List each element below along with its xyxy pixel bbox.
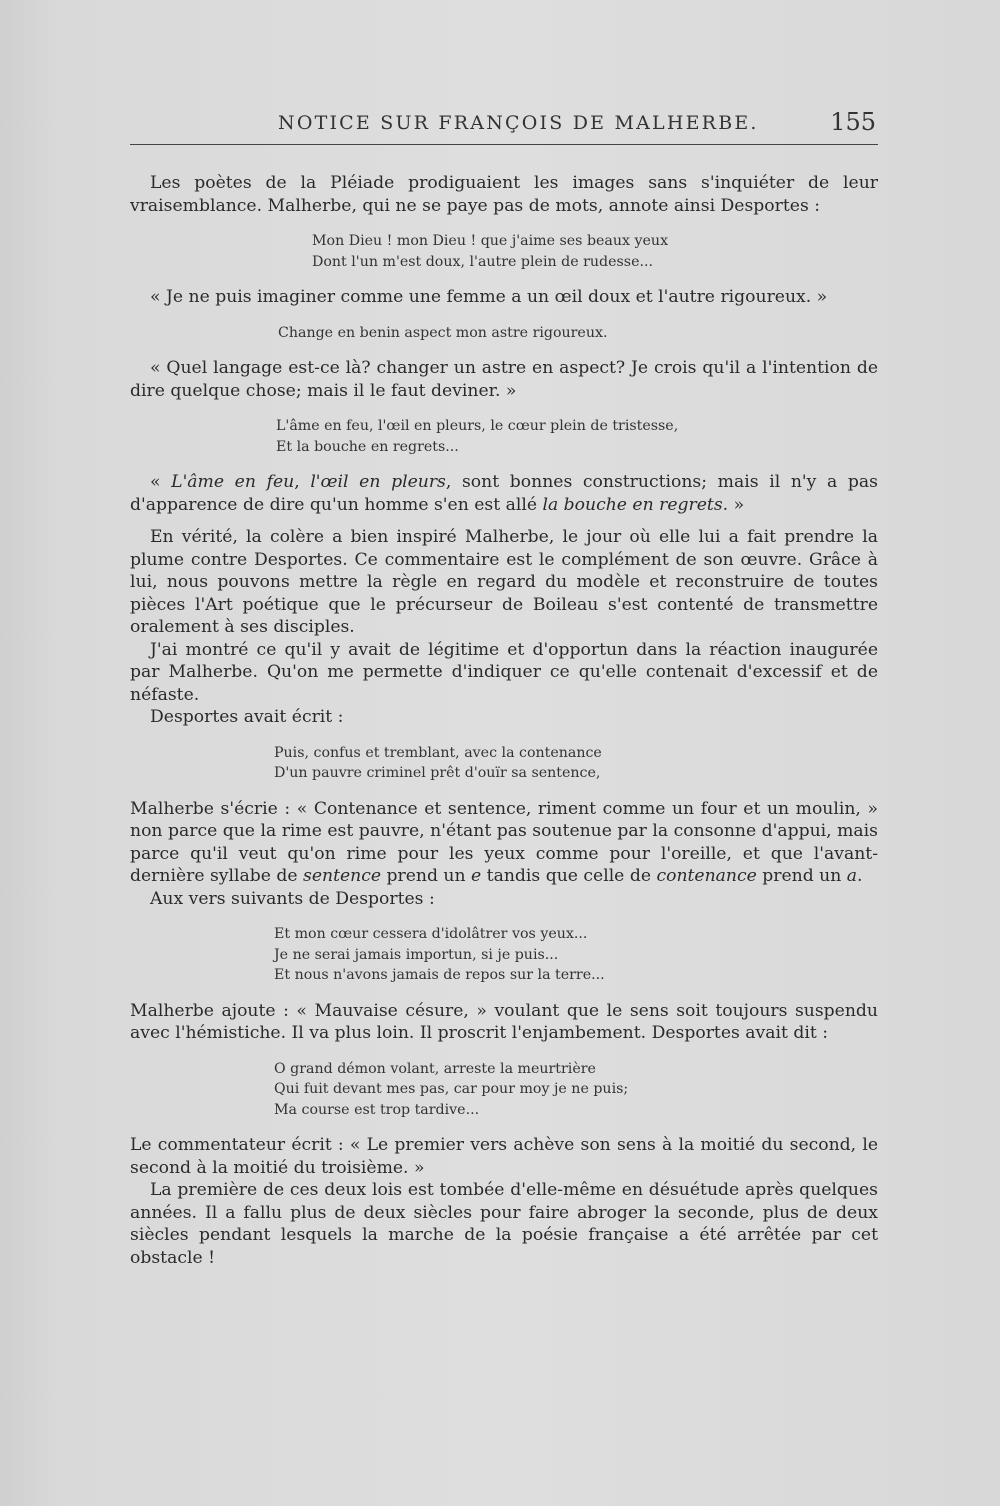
verse-quote-1	[312, 231, 878, 272]
paragraph-3: « Quel langage est-ce là? changer un astre en aspect? Je crois qu'il a l'intention de dire quelque chose; mais il le faut deviner. »	[130, 358, 878, 401]
page-body	[130, 172, 878, 1269]
italic-run: a	[846, 866, 858, 886]
page-header	[130, 108, 878, 145]
verse-line: L'âme en feu, l'œil en pleurs, le cœur plein de tristesse,	[276, 418, 679, 434]
verse-quote-6	[274, 1059, 878, 1121]
verse-line: Je ne serai jamais importun, si je puis...	[274, 946, 559, 963]
paragraph-4	[130, 471, 878, 516]
text-run: ,	[294, 472, 311, 492]
paragraph-12: La première de ces deux lois est tombée d'elle-même en désuétude après quelques années. Il a fallu plus de deux siècles pour faire abroger la seconde, plus de deux siècles pendant lesquels la marche de la poésie française a été arrêtée par cet obstacle !	[130, 1180, 878, 1268]
italic-run: la bouche en regrets	[542, 494, 723, 515]
text-run: .	[857, 866, 863, 886]
verse-line: D'un pauvre criminel prêt d'ouïr sa sentence,	[274, 765, 601, 781]
verse-line: O grand démon volant, arreste la meurtrière	[274, 1060, 596, 1077]
text-run: «	[150, 472, 172, 492]
paragraph-5: En vérité, la colère a bien inspiré Malherbe, le jour où elle lui a fait prendre la plume contre Desportes. Ce commentaire est le complément de son œuvre. Grâce à lui, nous pouvons mettre la règle en regard du modèle et reconstruire de toutes pièces l'Art poétique que le précurseur de Boileau s'est contenté de transmettre oralement à ses disciples.	[130, 527, 878, 637]
verse-line: Puis, confus et tremblant, avec la contenance	[274, 744, 602, 761]
verse-line: Et la bouche en regrets...	[276, 438, 459, 455]
paragraph-11: Le commentateur écrit : « Le premier vers achève son sens à la moitié du second, le second à la moitié du troisième. »	[130, 1135, 878, 1178]
verse-quote-2	[278, 323, 878, 344]
text-run: tandis que celle de	[481, 866, 657, 886]
italic-run: L'âme en feu	[171, 472, 295, 492]
verse-line: Mon Dieu ! mon Dieu ! que j'aime ses beaux yeux	[312, 233, 669, 249]
italic-run: e	[471, 866, 482, 886]
verse-line: Dont l'un m'est doux, l'autre plein de rudesse...	[312, 253, 654, 270]
verse-line: Change en benin aspect mon astre rigoureux.	[278, 324, 608, 341]
text-run: . »	[722, 494, 745, 515]
verse-quote-4	[274, 743, 878, 784]
paragraph-10: Malherbe ajoute : « Mauvaise césure, » voulant que le sens soit toujours suspendu avec l'hémistiche. Il va plus loin. Il proscrit l'enjambement. Desportes avait dit :	[130, 1000, 878, 1043]
verse-line: Qui fuit devant mes pas, car pour moy je ne puis;	[274, 1081, 629, 1097]
paragraph-8	[130, 798, 878, 888]
verse-line: Ma course est trop tardive...	[274, 1101, 480, 1118]
text-run: prend un	[381, 866, 472, 886]
paragraph-9: Aux vers suivants de Desportes :	[150, 888, 435, 909]
running-title: NOTICE SUR FRANÇOIS DE MALHERBE.	[278, 112, 759, 134]
italic-run: l'œil en pleurs	[310, 472, 446, 492]
verse-line: Et nous n'avons jamais de repos sur la terre...	[274, 967, 605, 983]
italic-run: sentence	[303, 866, 382, 886]
italic-run: contenance	[656, 866, 757, 886]
text-run: Malherbe s'écrie : « Contenance et sentence, riment comme un four et un moulin, » non parce que la rime est pauvre, n'étant pas soutenue par la consonne d'appui, mais parce qu'il veut qu'on rime pour les yeux comme pour l'oreille, et que l'avant-dernière syllabe de	[130, 798, 878, 886]
paragraph-7: Desportes avait écrit :	[150, 707, 344, 727]
verse-quote-5	[274, 924, 878, 986]
paragraph-1: Les poètes de la Pléiade prodiguaient les images sans s'inquiéter de leur vraisemblance. Malherbe, qui ne se paye pas de mots, annote ainsi Desportes :	[130, 173, 878, 216]
text-run: prend un	[756, 866, 847, 886]
paragraph-2: « Je ne puis imaginer comme une femme a un œil doux et l'autre rigoureux. »	[150, 287, 828, 307]
verse-quote-3	[276, 416, 878, 457]
paragraph-6: J'ai montré ce qu'il y avait de légitime et d'opportun dans la réaction inaugurée par Malherbe. Qu'on me permette d'indiquer ce qu'elle contenait d'excessif et de néfaste.	[130, 639, 878, 705]
verse-line: Et mon cœur cessera d'idolâtrer vos yeux...	[274, 926, 588, 942]
page-number: 155	[830, 108, 876, 136]
text-run: , sont bonnes constructions; mais il n'y a pas d'apparence de dire qu'un homme s'en est allé	[130, 472, 878, 515]
